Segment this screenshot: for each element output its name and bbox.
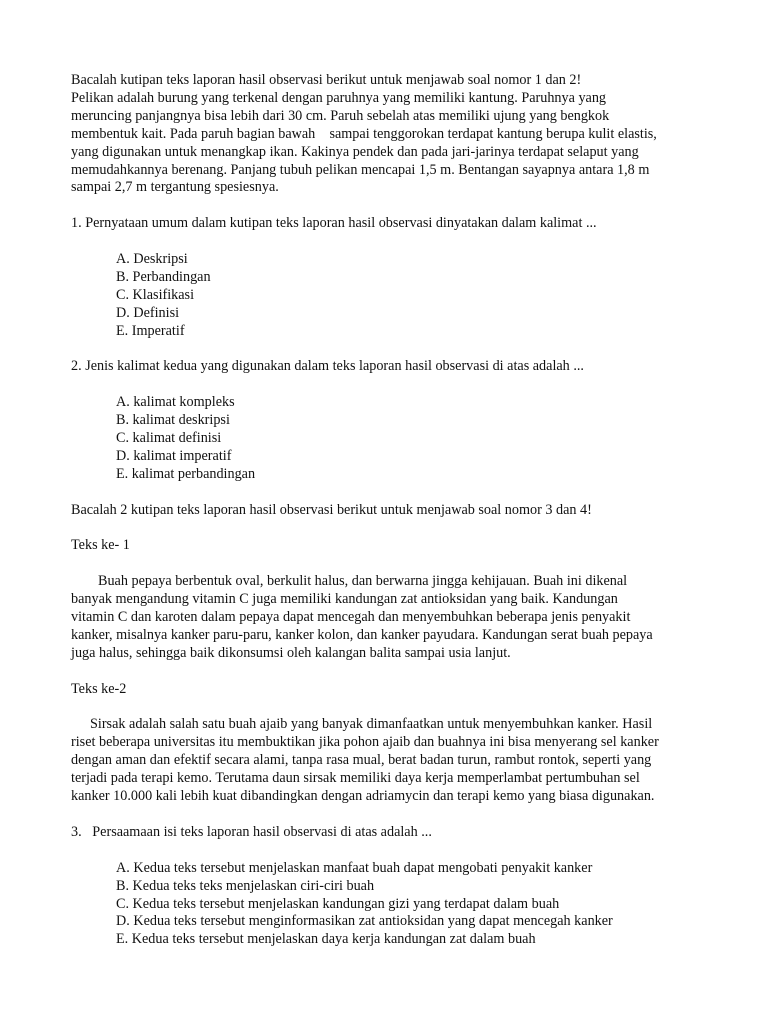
passage-line: banyak mengandung vitamin C juga memiliki kandungan zat antioksidan yang baik. Kandungan <box>71 591 618 608</box>
answer-option-d[interactable]: D. Definisi <box>116 304 180 321</box>
passage-line: memudahkannya berenang. Panjang tubuh pelikan mencapai 1,5 m. Bentangan sayapnya antara 1,8 m <box>71 161 650 178</box>
spacer <box>71 376 711 394</box>
question-3 <box>71 824 711 949</box>
spacer <box>71 699 711 717</box>
spacer <box>71 663 711 681</box>
passage-line: Pelikan adalah burung yang terkenal dengan paruhnya yang memiliki kantung. Paruhnya yang <box>71 89 607 106</box>
spacer <box>71 484 711 502</box>
question-text: 3. Persaamaan isi teks laporan hasil observasi di atas adalah ... <box>71 823 432 840</box>
passage-line: sampai 2,7 m tergantung spesiesnya. <box>71 179 279 196</box>
answer-option-b[interactable]: B. Kedua teks teks menjelaskan ciri-ciri buah <box>116 877 375 894</box>
answer-option-b[interactable]: B. Perbandingan <box>116 268 211 285</box>
reading-passage-pepaya <box>71 537 711 662</box>
passage-line: membentuk kait. Pada paruh bagian bawah sampai tenggorokan terdapat kantung berupa kulit elastis, <box>71 125 657 142</box>
passage-line: dengan aman dan efektif secara alami, tanpa rasa mual, berat badan turun, rambut rontok, seperti yang <box>71 752 652 769</box>
answer-option-c[interactable]: C. Klasifikasi <box>116 286 195 303</box>
passage-heading: Teks ke- 1 <box>71 537 130 554</box>
passage-line: kanker 10.000 kali lebih kuat dibandingkan dengan adriamycin dan terapi kemo yang biasa digunakan. <box>71 788 655 805</box>
spacer <box>71 555 711 573</box>
passage-line: riset beberapa universitas itu membuktikan jika pohon ajaib dan buahnya ini bisa menyerang sel kanker <box>71 734 659 751</box>
spacer <box>71 842 711 860</box>
answer-option-e[interactable]: E. Kedua teks tersebut menjelaskan daya kerja kandungan zat dalam buah <box>116 931 536 948</box>
reading-passage-pelikan <box>71 72 711 197</box>
answer-option-e[interactable]: E. kalimat perbandingan <box>116 465 256 482</box>
passage-line: terjadi pada terapi kemo. Terutama daun sirsak memiliki daya kerja memperlambat pertumbuhan sel <box>71 770 640 787</box>
reading-passage-sirsak <box>71 681 711 806</box>
answer-option-c[interactable]: C. kalimat definisi <box>116 430 222 447</box>
answer-options <box>71 251 711 341</box>
answer-option-e[interactable]: E. Imperatif <box>116 322 185 339</box>
passage-line: kanker, misalnya kanker paru-paru, kanker kolon, dan kanker payudara. Kandungan serat buah pepaya <box>71 626 653 643</box>
spacer <box>71 806 711 824</box>
passage-line: meruncing panjangnya bisa lebih dari 30 cm. Paruh sebelah atas memiliki ujung yang bengkok <box>71 107 610 124</box>
answer-option-a[interactable]: A. Kedua teks tersebut menjelaskan manfaat buah dapat mengobati penyakit kanker <box>116 859 593 876</box>
spacer <box>71 520 711 538</box>
passage-line: yang digunakan untuk menangkap ikan. Kakinya pendek dan pada jari-jarinya terdapat selaput yang <box>71 143 639 160</box>
spacer <box>71 197 711 215</box>
passage-line: Buah pepaya berbentuk oval, berkulit halus, dan berwarna jingga kehijauan. Buah ini dikenal <box>98 573 628 590</box>
answer-option-a[interactable]: A. Deskripsi <box>116 251 188 268</box>
instruction-q3-q4: Bacalah 2 kutipan teks laporan hasil observasi berikut untuk menjawab soal nomor 3 dan 4! <box>71 501 592 518</box>
answer-option-d[interactable]: D. kalimat imperatif <box>116 447 232 464</box>
answer-option-c[interactable]: C. Kedua teks tersebut menjelaskan kandungan gizi yang terdapat dalam buah <box>116 895 560 912</box>
question-text: 2. Jenis kalimat kedua yang digunakan dalam teks laporan hasil observasi di atas adalah ... <box>71 358 584 375</box>
spacer <box>71 233 711 251</box>
passage-line: vitamin C dan karoten dalam pepaya dapat mencegah dan menyembuhkan beberapa jenis penyakit <box>71 609 631 626</box>
answer-options <box>71 394 711 484</box>
document-page <box>71 72 711 949</box>
passage-line: juga halus, sehingga baik dikonsumsi oleh kalangan balita sampai usia lanjut. <box>71 644 511 661</box>
answer-option-a[interactable]: A. kalimat kompleks <box>116 394 235 411</box>
passage-heading: Teks ke-2 <box>71 680 127 697</box>
instruction-q1-q2: Bacalah kutipan teks laporan hasil observasi berikut untuk menjawab soal nomor 1 dan 2! <box>71 72 582 88</box>
answer-option-d[interactable]: D. Kedua teks tersebut menginformasikan zat antioksidan yang dapat mencegah kanker <box>116 913 613 930</box>
answer-option-b[interactable]: B. kalimat deskripsi <box>116 412 230 429</box>
question-1 <box>71 215 711 340</box>
question-2 <box>71 358 711 483</box>
passage-line: Sirsak adalah salah satu buah ajaib yang banyak dimanfaatkan untuk menyembuhkan kanker. Hasil <box>90 716 653 733</box>
spacer <box>71 341 711 359</box>
question-text: 1. Pernyataan umum dalam kutipan teks laporan hasil observasi dinyatakan dalam kalimat ... <box>71 215 597 232</box>
answer-options <box>71 860 711 950</box>
